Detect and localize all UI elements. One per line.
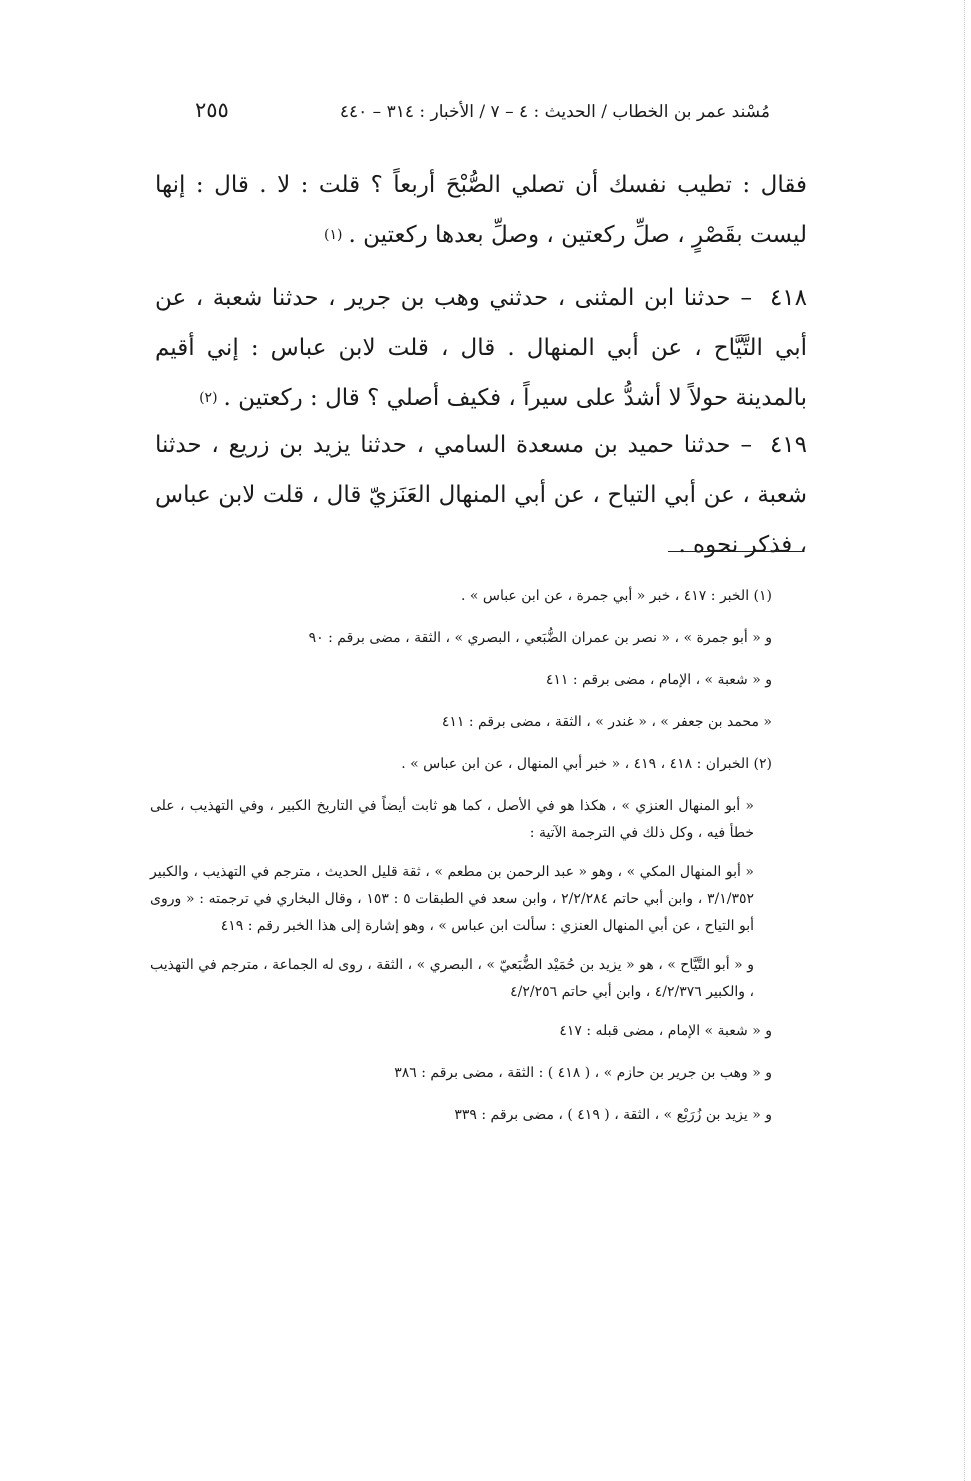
footnote-line: « محمد بن جعفر » ، « غندر » ، الثقة ، مضى برقم : ٤١١ (441, 714, 772, 730)
footnote-line: و « أبو جمرة » ، « نصر بن عمران الضُّبَعي ، البصري » ، الثقة ، مضى برقم : ٩٠ (308, 630, 772, 646)
footnote-line: « أبو المنهال المكي » ، وهو « عبد الرحمن بن مطعم » ، ثقة قليل الحديث ، مترجم في التهذيب ، والكبير ٣/١/٣٥٢ ، وابن أبي حاتم ٢/٢/٢٨٤ ، وابن سعد في الطبقات ٥ : ١٥٣ ، وقال البخاري في ترجمته : « وروى أبو التياح ، عن أبي المنهال العنزي : سألت ابن عباس » ، وهو إشارة إلى هذا الخبر رقم : ٤١٩ (150, 864, 754, 934)
dash: – (740, 285, 752, 311)
footnote-line: (١) الخبر : ٤١٧ ، خبر « أبي جمرة ، عن ابن عباس » . (460, 588, 772, 604)
footnote-separator (668, 551, 802, 552)
footnote-line: و « يزيد بن زُرَيْع » ، الثقة ، ( ٤١٩ ) ، مضى برقم : ٣٣٩ (454, 1107, 772, 1123)
hadith-419 (155, 420, 807, 570)
paragraph-text: فقال : تطيب نفسك أن تصلي الصُّبْحَ أربعاً ؟ قلت : لا . قال : إنها ليست بقَصْرٍ ، صلِّ ركعتين ، وصلِّ بعدها ركعتين . (155, 172, 807, 248)
scan-edge-line (964, 0, 965, 1481)
footnote-line: و « شعبة » ، الإمام ، مضى برقم : ٤١١ (545, 672, 772, 688)
hadith-number: ٤١٩ (769, 432, 807, 458)
page-number: ٢٥٥ (195, 98, 229, 122)
footnote-line: « أبو المنهال العنزي » ، هكذا هو في الأصل ، كما هو ثابت أيضاً في التاريخ الكبير ، وفي التهذيب ، على خطأ فيه ، وكل ذلك في الترجمة الآتية : (150, 798, 754, 841)
footnote-ref-2: (٢) (199, 390, 218, 406)
hadith-text: حدثنا ابن المثنى ، حدثني وهب بن جرير ، حدثنا شعبة ، عن أبي التَّيَّاح ، عن أبي المنهال . قال ، قلت لابن عباس : إني أقيم بالمدينة حولاً لا أشدُّ على سيراً ، فكيف أصلي ؟ قال : ركعتين . (155, 285, 807, 411)
dash: – (740, 432, 752, 458)
running-title: مُسْند عمر بن الخطاب / الحديث : ٤ – ٧ / الأخبار : ٣١٤ – ٤٤٠ (339, 102, 770, 122)
footnotes (150, 583, 772, 1144)
footnote-ref-1: (١) (324, 227, 343, 243)
hadith-text: حدثنا حميد بن مسعدة السامي ، حدثنا يزيد بن زريع ، حدثنا شعبة ، عن أبي التياح ، عن أبي المنهال العَنَزيّ قال ، قلت لابن عباس ، فذكر نحوه . (155, 432, 807, 558)
footnote-line: و « شعبة » الإمام ، مضى قبله : ٤١٧ (559, 1023, 772, 1039)
page-header (195, 98, 770, 132)
footnote-line: و « وهب بن جرير بن حازم » ، ( ٤١٨ ) : الثقة ، مضى برقم : ٣٨٦ (394, 1065, 772, 1081)
footnote-line: (٢) الخبران : ٤١٨ ، ٤١٩ ، « خبر أبي المنهال ، عن ابن عباس » . (401, 756, 772, 772)
hadith-number: ٤١٨ (769, 285, 807, 311)
hadith-418 (155, 273, 807, 423)
paragraph-continuation (155, 160, 807, 260)
footnote-line: و « أبو التَّيَّاح » ، هو « يزيد بن حُمَيْد الضُّبَعيّ » ، البصري » ، الثقة ، روى له الجماعة ، مترجم في التهذيب ، والكبير ٤/٢/٣٧٦ ، وابن أبي حاتم ٤/٢/٢٥٦ (150, 957, 754, 1000)
